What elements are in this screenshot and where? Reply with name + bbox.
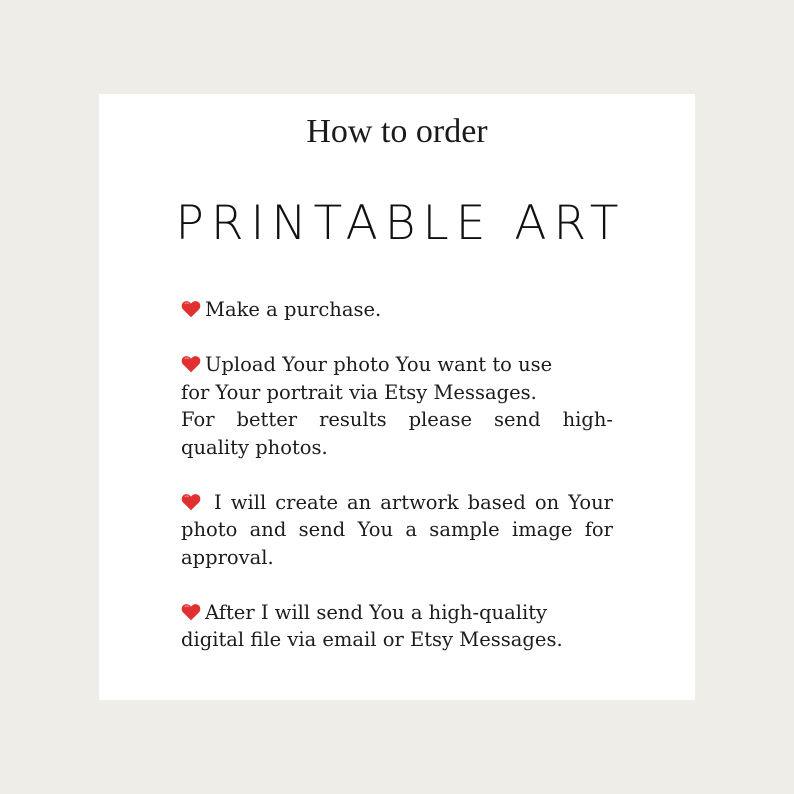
step-item xyxy=(181,351,613,461)
heart-icon xyxy=(181,300,201,318)
step-line: Make a purchase. xyxy=(181,296,613,324)
step-item xyxy=(181,599,613,654)
heart-icon xyxy=(181,355,201,373)
heart-icon xyxy=(181,603,201,621)
page-title: PRINTABLE ART xyxy=(175,196,626,251)
step-line: digital file via email or Etsy Messages. xyxy=(181,628,563,651)
info-card xyxy=(99,94,695,700)
step-line: After I will send You a high-quality xyxy=(181,599,613,627)
step-line: for Your portrait via Etsy Messages. xyxy=(181,380,537,404)
step-line: For better results please send high- xyxy=(181,408,613,431)
step-line: quality photos. xyxy=(181,435,328,459)
step-item xyxy=(181,296,613,324)
subtitle: How to order xyxy=(306,113,488,150)
step-line: Upload Your photo You want to use xyxy=(181,351,613,379)
step-line: approval. xyxy=(181,545,274,569)
step-line: photo and send You a sample image for xyxy=(181,518,613,541)
step-line: I will create an artwork based on Your xyxy=(181,489,613,517)
heart-icon xyxy=(181,493,201,511)
step-item xyxy=(181,489,613,572)
order-steps xyxy=(181,296,613,681)
